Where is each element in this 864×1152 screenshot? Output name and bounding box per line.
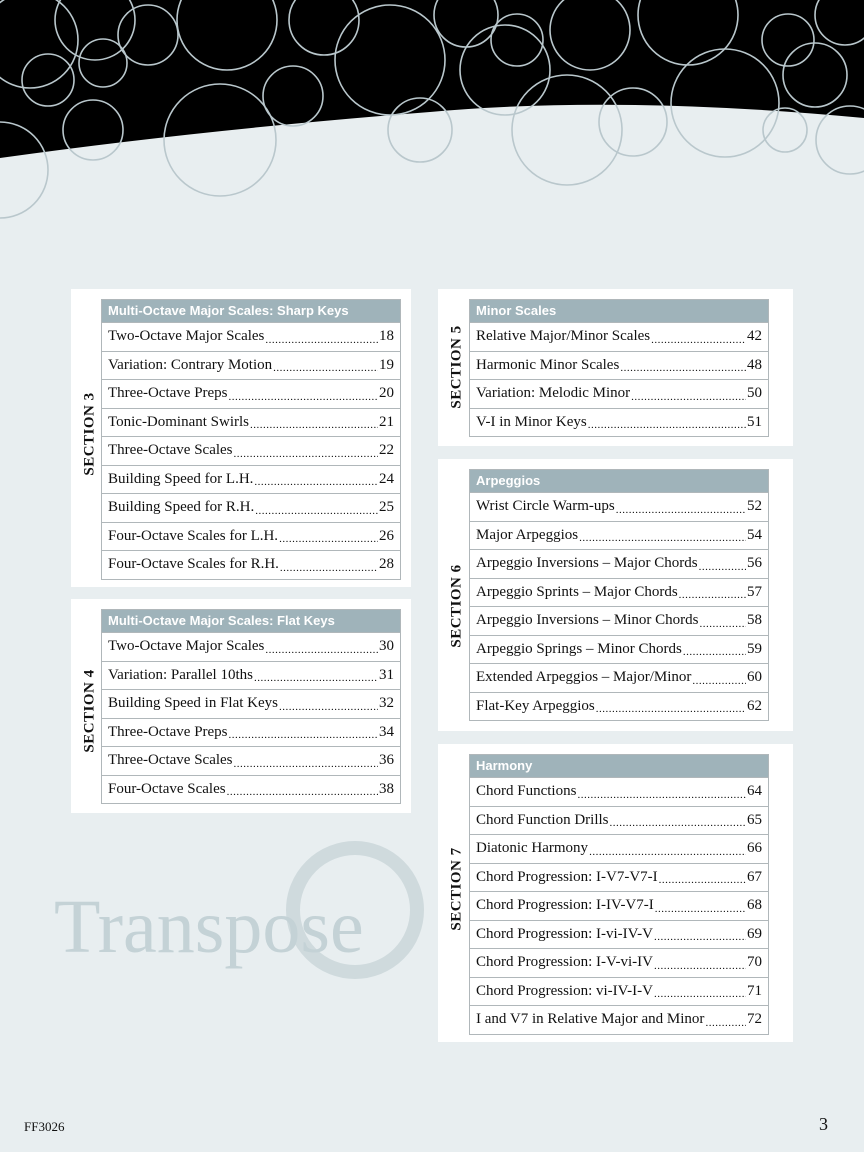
toc-entry[interactable]: Flat-Key Arpeggios ..... 62 xyxy=(470,692,768,721)
toc-entry[interactable]: Chord Progression: I-V-vi-IV ..... 70 xyxy=(470,948,768,977)
toc-entry[interactable]: Chord Progression: I-vi-IV-V ..... 69 xyxy=(470,920,768,949)
section-5-table xyxy=(469,299,769,437)
section-7-card xyxy=(438,744,793,1042)
toc-entry[interactable]: Three-Octave Preps ..... 34 xyxy=(102,718,400,747)
transpose-logo xyxy=(50,840,430,980)
section-6-label: SECTION 6 xyxy=(448,564,465,648)
toc-entry[interactable]: Two-Octave Major Scales ..... 18 xyxy=(102,322,400,351)
toc-entry[interactable]: Building Speed in Flat Keys ..... 32 xyxy=(102,689,400,718)
toc-entry[interactable]: Diatonic Harmony ..... 66 xyxy=(470,834,768,863)
footer-code: FF3026 xyxy=(24,1119,65,1134)
toc-entry[interactable]: Three-Octave Scales ..... 22 xyxy=(102,436,400,465)
section-5-card xyxy=(438,289,793,446)
section-5-heading: Minor Scales xyxy=(470,300,768,322)
section-3-table xyxy=(101,299,401,580)
section-6-table xyxy=(469,469,769,721)
toc-entry[interactable]: Variation: Melodic Minor ..... 50 xyxy=(470,379,768,408)
section-3-heading: Multi-Octave Major Scales: Sharp Keys xyxy=(102,300,400,322)
toc-entry[interactable]: Harmonic Minor Scales ..... 48 xyxy=(470,351,768,380)
section-3-card xyxy=(71,289,411,587)
section-5-label: SECTION 5 xyxy=(448,325,465,409)
logo-text: Transpose xyxy=(54,885,364,969)
toc-entry[interactable]: Extended Arpeggios – Major/Minor ..... 60 xyxy=(470,663,768,692)
toc-entry[interactable]: Chord Progression: I-IV-V7-I ..... 68 xyxy=(470,891,768,920)
section-7-table xyxy=(469,754,769,1035)
section-4-table xyxy=(101,609,401,804)
toc-entry[interactable]: Chord Functions ..... 64 xyxy=(470,777,768,806)
toc-entry[interactable]: Building Speed for L.H. ..... 24 xyxy=(102,465,400,494)
toc-entry[interactable]: Arpeggio Sprints – Major Chords ..... 57 xyxy=(470,578,768,607)
toc-entry[interactable]: V-I in Minor Keys ..... 51 xyxy=(470,408,768,437)
page-number: 3 xyxy=(819,1114,828,1134)
toc-entry[interactable]: Four-Octave Scales for R.H. ..... 28 xyxy=(102,550,400,579)
toc-entry[interactable]: Variation: Contrary Motion ..... 19 xyxy=(102,351,400,380)
toc-entry[interactable]: Three-Octave Scales ..... 36 xyxy=(102,746,400,775)
section-7-heading: Harmony xyxy=(470,755,768,777)
toc-entry[interactable]: Building Speed for R.H. ..... 25 xyxy=(102,493,400,522)
toc-entry[interactable]: Two-Octave Major Scales ..... 30 xyxy=(102,632,400,661)
section-4-heading: Multi-Octave Major Scales: Flat Keys xyxy=(102,610,400,632)
toc-entry[interactable]: Major Arpeggios ..... 54 xyxy=(470,521,768,550)
section-7-label: SECTION 7 xyxy=(448,847,465,931)
section-4-card xyxy=(71,599,411,813)
toc-entry[interactable]: Chord Progression: vi-IV-I-V ..... 71 xyxy=(470,977,768,1006)
toc-entry[interactable]: Tonic-Dominant Swirls ..... 21 xyxy=(102,408,400,437)
toc-entry[interactable]: Wrist Circle Warm-ups ..... 52 xyxy=(470,492,768,521)
toc-entry[interactable]: Four-Octave Scales for L.H. ..... 26 xyxy=(102,522,400,551)
toc-entry[interactable]: Arpeggio Inversions – Minor Chords ..... 58 xyxy=(470,606,768,635)
toc-entry[interactable]: Relative Major/Minor Scales ..... 42 xyxy=(470,322,768,351)
toc-entry[interactable]: Chord Function Drills ..... 65 xyxy=(470,806,768,835)
toc-entry[interactable]: Arpeggio Inversions – Major Chords ..... 56 xyxy=(470,549,768,578)
section-6-card xyxy=(438,459,793,731)
toc-entry[interactable]: Three-Octave Preps ..... 20 xyxy=(102,379,400,408)
header-bubbles-graphic xyxy=(0,0,864,230)
toc-entry[interactable]: I and V7 in Relative Major and Minor ..... 72 xyxy=(470,1005,768,1034)
section-3-label: SECTION 3 xyxy=(81,392,98,476)
section-4-label: SECTION 4 xyxy=(81,669,98,753)
toc-entry[interactable]: Variation: Parallel 10ths ..... 31 xyxy=(102,661,400,690)
toc-entry[interactable]: Arpeggio Springs – Minor Chords ..... 59 xyxy=(470,635,768,664)
toc-entry[interactable]: Four-Octave Scales ..... 38 xyxy=(102,775,400,804)
section-6-heading: Arpeggios xyxy=(470,470,768,492)
toc-entry[interactable]: Chord Progression: I-V7-V7-I ..... 67 xyxy=(470,863,768,892)
